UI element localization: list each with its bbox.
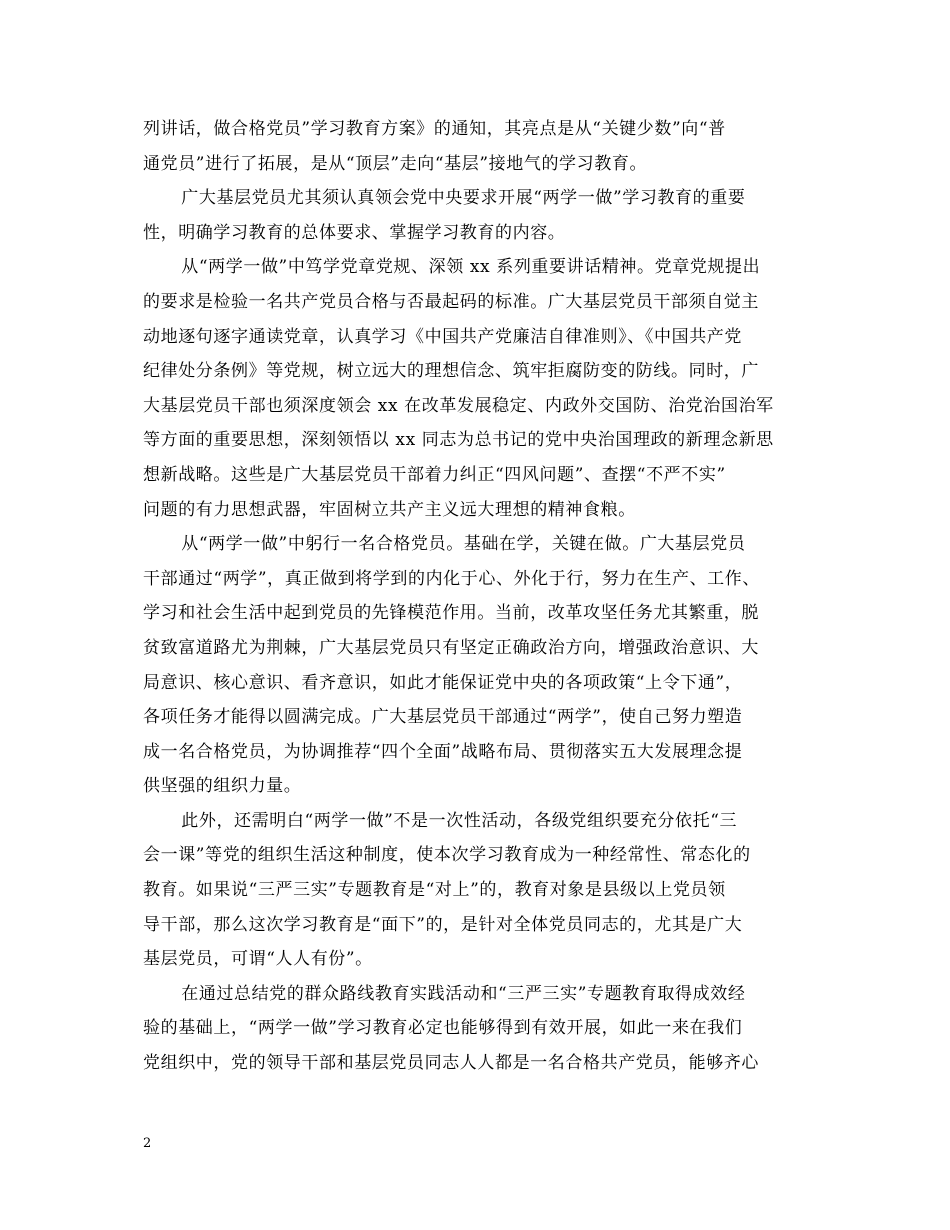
paragraph-1: 列讲话，做合格党员”学习教育方案》的通知，其亮点是从“关键少数”向“普 通党员”进行了拓展，是从“顶层”走向“基层”接地气的学习教育。 — [143, 119, 726, 174]
document-body — [143, 112, 811, 1081]
paragraph-4: 从“两学一做”中躬行一名合格党员。基础在学，关键在做。广大基层党员 干部通过“两学”，真正做到将学到的内化于心、外化于行，努力在生产、工作、 学习和社会生活中起到党员的先锋模范作用。当前，改革攻坚任务尤其繁重，脱 贫致富道路尤为荆棘，广大基层党员只有坚定正确政治方向，增强政治意识、大 局意识、核心意识、看齐意识，如此才能保证党中央的各项政策“上令下通”， 各项任务才能得以圆满完成。广大基层党员干部通过“两学”，使自己努力塑造 成一名合格党员，为协调推荐“四个全面”战略布局、贯彻落实五大发展理念提 供坚强的组织力量。 — [143, 534, 760, 797]
page-number: 2 — [143, 1136, 152, 1151]
paragraph-3: 从“两学一做”中笃学党章党规、深领 xx 系列重要讲话精神。党章党规提出 的要求是检验一名共产党员合格与否最起码的标准。广大基层党员干部须自觉主 动地逐句逐字通读党章，认真学习《中国共产党廉洁自律准则》、《中国共产党 纪律处分条例》等党规，树立远大的理想信念、筑牢拒腐防变的防线。同时，广 大基层党员干部也须深度领会 xx 在改革发展稳定、内政外交国防、治党治国治军 等方面的重要思想，深刻领悟以 xx 同志为总书记的党中央治国理政的新理念新思 想新战略。这些是广大基层党员干部着力纠正“四风问题”、查摆“不严不实” 问题的有力思想武器，牢固树立共产主义远大理想的精神食粮。 — [143, 257, 774, 520]
paragraph-5: 此外，还需明白“两学一做”不是一次性活动，各级党组织要充分依托“三 会一课”等党的组织生活这种制度，使本次学习教育成为一种经常性、常态化的 教育。如果说“三严三实”专题教育是“对上”的，教育对象是县级以上党员领 导干部，那么这次学习教育是“面下”的，是针对全体党员同志的，尤其是广大 基层党员，可谓“人人有份”。 — [143, 810, 751, 970]
paragraph-2: 广大基层党员尤其须认真领会党中央要求开展“两学一做”学习教育的重要 性，明确学习教育的总体要求、掌握学习教育的内容。 — [143, 188, 746, 243]
paragraph-6: 在通过总结党的群众路线教育实践活动和“三严三实”专题教育取得成效经 验的基础上，“两学一做”学习教育必定也能够得到有效开展，如此一来在我们 党组织中，党的领导干部和基层党员同志人人都是一名合格共产党员，能够齐心 — [143, 983, 759, 1074]
